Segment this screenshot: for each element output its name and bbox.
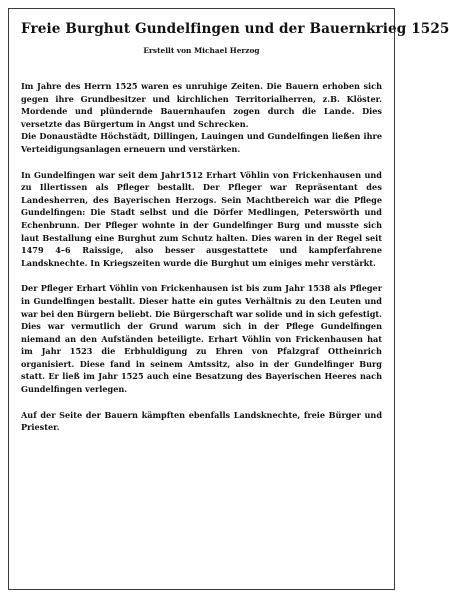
paragraph-text: Der Pfleger Erhart Vöhlin von Frickenhausen ist bis zum Jahr 1538 als Pfleger in Gundelfingen bestallt. Dieser hatte ein gutes Verhältnis zu den Leuten und war bei den Bürgern beliebt. Die Bürgerschaft war solide und in sich gefestigt. Dies war vermutlich der Grund warum sich in der Pflege Gundelfingen niemand an den Aufständen beteiligte. Erhart Vöhlin von Frickenhausen hat im Jahr 1523 die Erbhuldigung zu Ehren von <box>21 283 382 357</box>
paragraph-intro <box>21 80 382 130</box>
emphasis-place-illertissen: Illertissen <box>39 182 88 193</box>
paragraph-text: In Gundelfingen war seit dem Jahr1512 <box>21 169 207 180</box>
paragraph-text: Im Jahre des Herrn 1525 waren es unruhige Zeiten. Die Bauern erhoben sich gegen ihre Grundbesitzer und kirchlichen Territorialherren, z.B. Klöster. Mordende und plündernde Bauernhaufen zogen durch die Lande. Dies versetzte das Bürgertum in Angst und Schrecken. <box>21 81 382 129</box>
paragraph-text: und zu <box>21 169 382 193</box>
emphasis-pfalzgraf: Pfalzgraf Ottheinrich <box>276 346 382 357</box>
paragraph-text: Sein Machtbereich war die Pflege Gundelfingen: Die Stadt selbst und die Dörfer Medlingen, Peterswörth und Echenbrunn. Der Pfleger wohnte in der Gundelfinger Burg und musste sich laut Bestallung eine Burghut zum Schutz halten. Dies waren in der Regel seit 1479 4–6 Raissige, also besser ausgestattete und kampferfahrene Landsknechte. In Kriegszeiten wurde die Burghut um einiges mehr verstärkt. <box>21 194 382 268</box>
paragraph-pfleger <box>21 169 382 270</box>
paragraph-text: als Pfleger bestallt. <box>87 182 203 193</box>
author-line: Erstellt von Michael Herzog <box>143 46 260 55</box>
paragraph-donaustaedte <box>21 130 382 155</box>
paragraph-text: Die Donaustädte Höchstädt, Dillingen, Lauingen und Gundelfingen ließen ihre Verteidigungsanlagen erneuern und verstärken. <box>21 131 382 154</box>
emphasis-name-voehlin: Erhart Vöhlin von Frickenhausen <box>206 169 362 180</box>
document-title: Freie Burghut Gundelfingen und der Bauernkrieg 1525 <box>21 21 449 37</box>
paragraph-text: organisiert. Diese fand in seinem Amtssitz, also in der Gundelfinger Burg statt. Er ließ im Jahr 1525 auch eine Besatzung des Bayerischen Heeres nach Gundelfingen verlegen. <box>21 358 382 395</box>
paragraph-text: Auf der Seite der Bauern kämpften ebenfalls Landsknechte, freie Bürger und Priester. <box>21 409 382 433</box>
paragraph-bauern <box>21 409 382 434</box>
emphasis-landesherr: Der Pfleger war Repräsentant des Landesherren, des Bayerischen Herzogs. <box>21 182 382 205</box>
document-page <box>8 8 449 590</box>
paragraph-buergerschaft <box>21 282 382 395</box>
